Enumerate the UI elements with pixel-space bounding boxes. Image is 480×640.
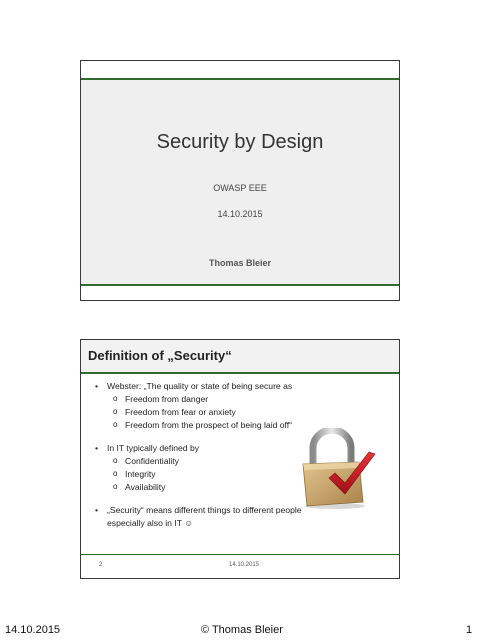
sub-bullet: o Freedom from the prospect of being laid off“: [95, 419, 325, 432]
sub-bullet: o Freedom from danger: [95, 393, 325, 406]
slide-2: [80, 339, 400, 579]
slide-1-date: 14.10.2015: [217, 209, 263, 219]
bullet-security-meaning: • „Security“ means different things to different people especially also in IT ☺: [95, 504, 325, 530]
slide-2-number: 2: [99, 562, 103, 568]
sub-bullet: o Confidentiality: [95, 455, 325, 468]
sub-bullet: o Freedom from fear or anxiety: [95, 406, 325, 419]
bullet-webster: • Webster: „The quality or state of being secure as: [95, 380, 325, 393]
page-number: 1: [466, 624, 473, 636]
slide-1-body: [81, 80, 399, 284]
padlock-checkmark-icon: [299, 428, 377, 510]
sub-bullet: o Integrity: [95, 468, 325, 481]
slide-2-title: Definition of „Security“: [88, 348, 232, 363]
slide-2-header: [81, 340, 399, 374]
slide-1-organization: OWASP EEE: [213, 183, 267, 193]
page-footer-copyright: © Thomas Bleier: [201, 624, 283, 636]
slide-1-title: Security by Design: [156, 131, 324, 153]
page-footer-date: 14.10.2015: [5, 624, 61, 636]
slide-1: [80, 60, 400, 301]
bullet-it-definition: • In IT typically defined by: [95, 442, 325, 455]
slide-2-footer-date: 14.10.2015: [229, 562, 260, 568]
slide-1-bottom-rule: [81, 284, 399, 286]
sub-bullet: o Availability: [95, 481, 325, 494]
slide-2-content: [95, 380, 325, 530]
slide-2-footer-rule: [81, 554, 399, 555]
slide-1-author: Thomas Bleier: [208, 258, 272, 268]
